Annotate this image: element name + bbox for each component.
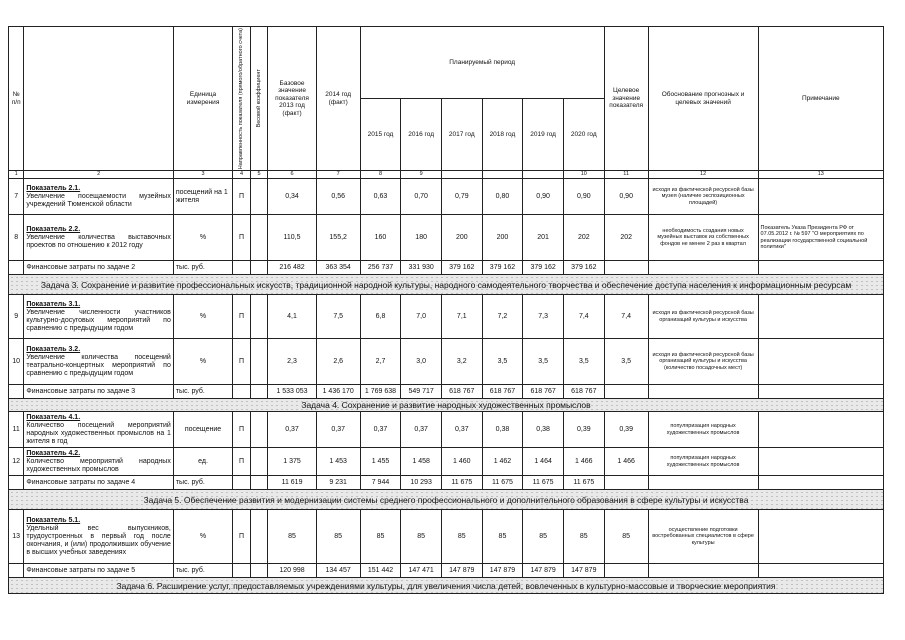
finance-unit: тыс. руб. [173,564,232,578]
direction-cell: П [233,412,251,448]
finance-value: 618 767 [563,385,604,399]
finance-unit: тыс. руб. [173,261,232,275]
plan-value: 3,5 [482,339,523,385]
indicator-text: Удельный вес выпускников, трудоустроенных в первый год после окончания, и (или) продолживших обучение в высших учебных заведениях [26,524,171,556]
plan-value: 7,4 [563,295,604,339]
base-value: 2,3 [268,339,316,385]
plan-value: 85 [401,510,442,564]
finance-value: 256 737 [360,261,401,275]
finance-value: 11 675 [441,476,482,490]
indicator-title: Показатель 3.1. [26,300,81,308]
basis-cell: исходя из фактической ресурсной базы музея (наличие экспозиционных площадей) [648,179,758,215]
finance-value: 11 675 [523,476,564,490]
finance-value: 147 471 [401,564,442,578]
plan-value: 0,79 [441,179,482,215]
unit-cell: % [173,295,232,339]
direction-cell: П [233,510,251,564]
col-number: 3 [173,171,232,179]
value-2014: 155,2 [316,215,360,261]
plan-value: 85 [441,510,482,564]
plan-value: 3,2 [441,339,482,385]
indicators-table [8,26,884,594]
col-number [441,171,482,179]
base-value: 110,5 [268,215,316,261]
indicator-row [9,412,884,448]
finance-value: 379 162 [523,261,564,275]
col-number [523,171,564,179]
finance-base: 216 482 [268,261,316,275]
unit-cell: % [173,339,232,385]
plan-value: 7,2 [482,295,523,339]
finance-2014: 9 231 [316,476,360,490]
plan-value: 0,90 [563,179,604,215]
finance-value: 147 879 [441,564,482,578]
plan-value: 1 466 [563,448,604,476]
header-note: Примечание [758,27,883,171]
plan-value: 1 458 [401,448,442,476]
finance-value: 1 769 638 [360,385,401,399]
col-number: 7 [316,171,360,179]
basis-cell: популяризация народных художественных промыслов [648,448,758,476]
plan-value: 85 [523,510,564,564]
base-value: 1 375 [268,448,316,476]
value-2014: 7,5 [316,295,360,339]
plan-value: 85 [482,510,523,564]
indicator-text: Увеличение количества посещений театрально-концертных мероприятий по сравнению с предыдущим годом [26,353,171,377]
indicator-cell [24,215,173,261]
basis-cell: исходя из фактической ресурсной базы организаций культуры и искусства [648,295,758,339]
plan-value: 85 [360,510,401,564]
base-value: 0,34 [268,179,316,215]
indicator-title: Показатель 2.1. [26,184,81,192]
finance-value: 151 442 [360,564,401,578]
plan-value: 1 460 [441,448,482,476]
plan-value: 180 [401,215,442,261]
plan-value: 0,38 [523,412,564,448]
header-row [9,27,884,99]
direction-cell: П [233,339,251,385]
indicator-text: Увеличение численности участников культурно-досуговых мероприятий по сравнению с предыдущим годом [26,308,171,332]
direction-cell: П [233,448,251,476]
finance-row [9,261,884,275]
indicator-text: Количество посещений мероприятий народных художественных промыслов на 1 жителя в год [26,421,171,445]
target-value: 3,5 [604,339,648,385]
col-number: 13 [758,171,883,179]
value-2014: 0,37 [316,412,360,448]
basis-cell: осуществление подготовки востребованных специалистов в сфере культуры [648,510,758,564]
task-row [9,490,884,510]
header-basis: Обоснование прогнозных и целевых значений [648,27,758,171]
col-number: 8 [360,171,401,179]
basis-cell: исходя из фактической ресурсной базы организаций культуры и искусства (количество посадочных мест) [648,339,758,385]
finance-2014: 363 354 [316,261,360,275]
task-title: Задача 5. Обеспечение развития и модернизации системы среднего профессионального и дополнительного образования в сфере культуры и искусства [9,490,884,510]
col-number: 9 [401,171,442,179]
unit-cell: посещение [173,412,232,448]
header-num: № п/п [9,27,24,171]
indicator-row [9,448,884,476]
indicator-title: Показатель 4.2. [26,449,81,457]
header-weight: Весовой коэффициент [250,27,268,171]
plan-value: 0,37 [360,412,401,448]
plan-value: 7,0 [401,295,442,339]
row-num: 12 [9,448,24,476]
task-title: Задача 6. Расширение услуг, предоставляемых учреждениями культуры, для увеличения числа детей, вовлеченных в культурно-массовые и творческие мероприятия [9,578,884,594]
plan-value: 1 455 [360,448,401,476]
indicator-cell [24,179,173,215]
indicator-cell [24,510,173,564]
row-num: 10 [9,339,24,385]
indicator-cell [24,295,173,339]
row-num: 13 [9,510,24,564]
plan-value: 0,38 [482,412,523,448]
finance-value: 618 767 [441,385,482,399]
finance-label: Финансовые затраты по задаче 2 [24,261,173,275]
task-title: Задача 4. Сохранение и развитие народных художественных промыслов [9,399,884,412]
finance-label: Финансовые затраты по задаче 5 [24,564,173,578]
task-row [9,399,884,412]
header-year: 2017 год [441,99,482,171]
plan-value: 0,63 [360,179,401,215]
value-2014: 85 [316,510,360,564]
plan-value: 7,1 [441,295,482,339]
indicator-text: Увеличение количества выставочных проектов по отношению к 2012 году [26,233,171,249]
direction-cell: П [233,295,251,339]
direction-cell: П [233,215,251,261]
finance-value: 147 879 [523,564,564,578]
note-cell [758,179,883,215]
plan-value: 7,3 [523,295,564,339]
header-year: 2019 год [523,99,564,171]
indicator-title: Показатель 4.1. [26,413,81,421]
indicator-row [9,339,884,385]
indicator-cell [24,339,173,385]
note-cell: Показатель Указа Президента РФ от 07.05.2012 г. № 597 "О мероприятиях по реализации государственной социальной политики" [758,215,883,261]
header-year: 2018 год [482,99,523,171]
indicator-title: Показатель 3.2. [26,345,81,353]
finance-value: 11 675 [482,476,523,490]
plan-value: 0,39 [563,412,604,448]
finance-value: 7 944 [360,476,401,490]
plan-value: 200 [482,215,523,261]
plan-value: 2,7 [360,339,401,385]
target-value: 7,4 [604,295,648,339]
finance-label: Финансовые затраты по задаче 3 [24,385,173,399]
finance-label: Финансовые затраты по задаче 4 [24,476,173,490]
value-2014: 0,56 [316,179,360,215]
unit-cell: посещений на 1 жителя [173,179,232,215]
plan-value: 201 [523,215,564,261]
plan-value: 0,37 [401,412,442,448]
target-value: 0,90 [604,179,648,215]
plan-value: 0,90 [523,179,564,215]
finance-unit: тыс. руб. [173,476,232,490]
row-num: 7 [9,179,24,215]
header-base: Базовое значение показателя 2013 год (факт) [268,27,316,171]
indicator-row [9,179,884,215]
plan-value: 3,5 [523,339,564,385]
indicator-row [9,215,884,261]
indicator-text: Количество мероприятий народных художественных промыслов [26,457,171,473]
plan-value: 1 462 [482,448,523,476]
task-row [9,578,884,594]
plan-value: 0,70 [401,179,442,215]
target-value: 202 [604,215,648,261]
finance-value: 618 767 [523,385,564,399]
header-year: 2020 год [563,99,604,171]
finance-value: 618 767 [482,385,523,399]
unit-cell: % [173,510,232,564]
finance-value: 331 930 [401,261,442,275]
header-year: 2015 год [360,99,401,171]
finance-value: 379 162 [563,261,604,275]
value-2014: 2,6 [316,339,360,385]
finance-value: 147 879 [482,564,523,578]
task-title: Задача 3. Сохранение и развитие профессиональных искусств, традиционной народной культуры, народного самодеятельного творчества и обеспечение доступа населения к информационным ресурсам [9,275,884,295]
finance-row [9,385,884,399]
indicator-table-sheet [8,26,894,594]
finance-value: 549 717 [401,385,442,399]
weight-cell [250,215,268,261]
col-number [482,171,523,179]
finance-base: 1 533 053 [268,385,316,399]
plan-value: 200 [441,215,482,261]
finance-2014: 1 436 170 [316,385,360,399]
plan-value: 85 [563,510,604,564]
col-number: 10 [563,171,604,179]
header-target: Целевое значение показателя [604,27,648,171]
basis-cell: необходимость создания новых музейных выставок из собственных фондов не менее 2 раз в квартал [648,215,758,261]
col-number: 4 [233,171,251,179]
finance-unit: тыс. руб. [173,385,232,399]
column-number-row [9,171,884,179]
indicator-cell [24,412,173,448]
header-plan: Планируемый период [360,27,604,99]
finance-2014: 134 457 [316,564,360,578]
plan-value: 160 [360,215,401,261]
finance-value: 11 675 [563,476,604,490]
task-row [9,275,884,295]
indicator-cell [24,448,173,476]
finance-value: 379 162 [482,261,523,275]
finance-row [9,564,884,578]
indicator-text: Увеличение посещаемости музейных учреждений Тюменской области [26,192,171,208]
unit-cell: ед. [173,448,232,476]
target-value: 85 [604,510,648,564]
col-number: 2 [24,171,173,179]
finance-value: 147 879 [563,564,604,578]
finance-base: 120 998 [268,564,316,578]
plan-value: 6,8 [360,295,401,339]
finance-value: 379 162 [441,261,482,275]
weight-cell [250,179,268,215]
finance-base: 11 619 [268,476,316,490]
finance-value: 10 293 [401,476,442,490]
indicator-title: Показатель 5.1. [26,516,81,524]
header-unit: Единица измерения [173,27,232,171]
indicator-row [9,510,884,564]
plan-value: 0,80 [482,179,523,215]
row-num: 9 [9,295,24,339]
plan-value: 0,37 [441,412,482,448]
col-number: 11 [604,171,648,179]
row-num: 11 [9,412,24,448]
base-value: 0,37 [268,412,316,448]
target-value: 0,39 [604,412,648,448]
base-value: 85 [268,510,316,564]
header-direction: Направленность показателя (прямого/обратного счета) [233,27,251,171]
unit-cell: % [173,215,232,261]
base-value: 4,1 [268,295,316,339]
indicator-row [9,295,884,339]
finance-row [9,476,884,490]
indicator-title: Показатель 2.2. [26,225,81,233]
plan-value: 202 [563,215,604,261]
target-value: 1 466 [604,448,648,476]
col-number: 5 [250,171,268,179]
header-2014: 2014 год (факт) [316,27,360,171]
col-number: 1 [9,171,24,179]
col-number: 12 [648,171,758,179]
row-num: 8 [9,215,24,261]
direction-cell: П [233,179,251,215]
plan-value: 3,0 [401,339,442,385]
header-year: 2016 год [401,99,442,171]
basis-cell: популяризация народных художественных промыслов [648,412,758,448]
plan-value: 1 464 [523,448,564,476]
value-2014: 1 453 [316,448,360,476]
header-indicator [24,27,173,171]
col-number: 6 [268,171,316,179]
plan-value: 3,5 [563,339,604,385]
